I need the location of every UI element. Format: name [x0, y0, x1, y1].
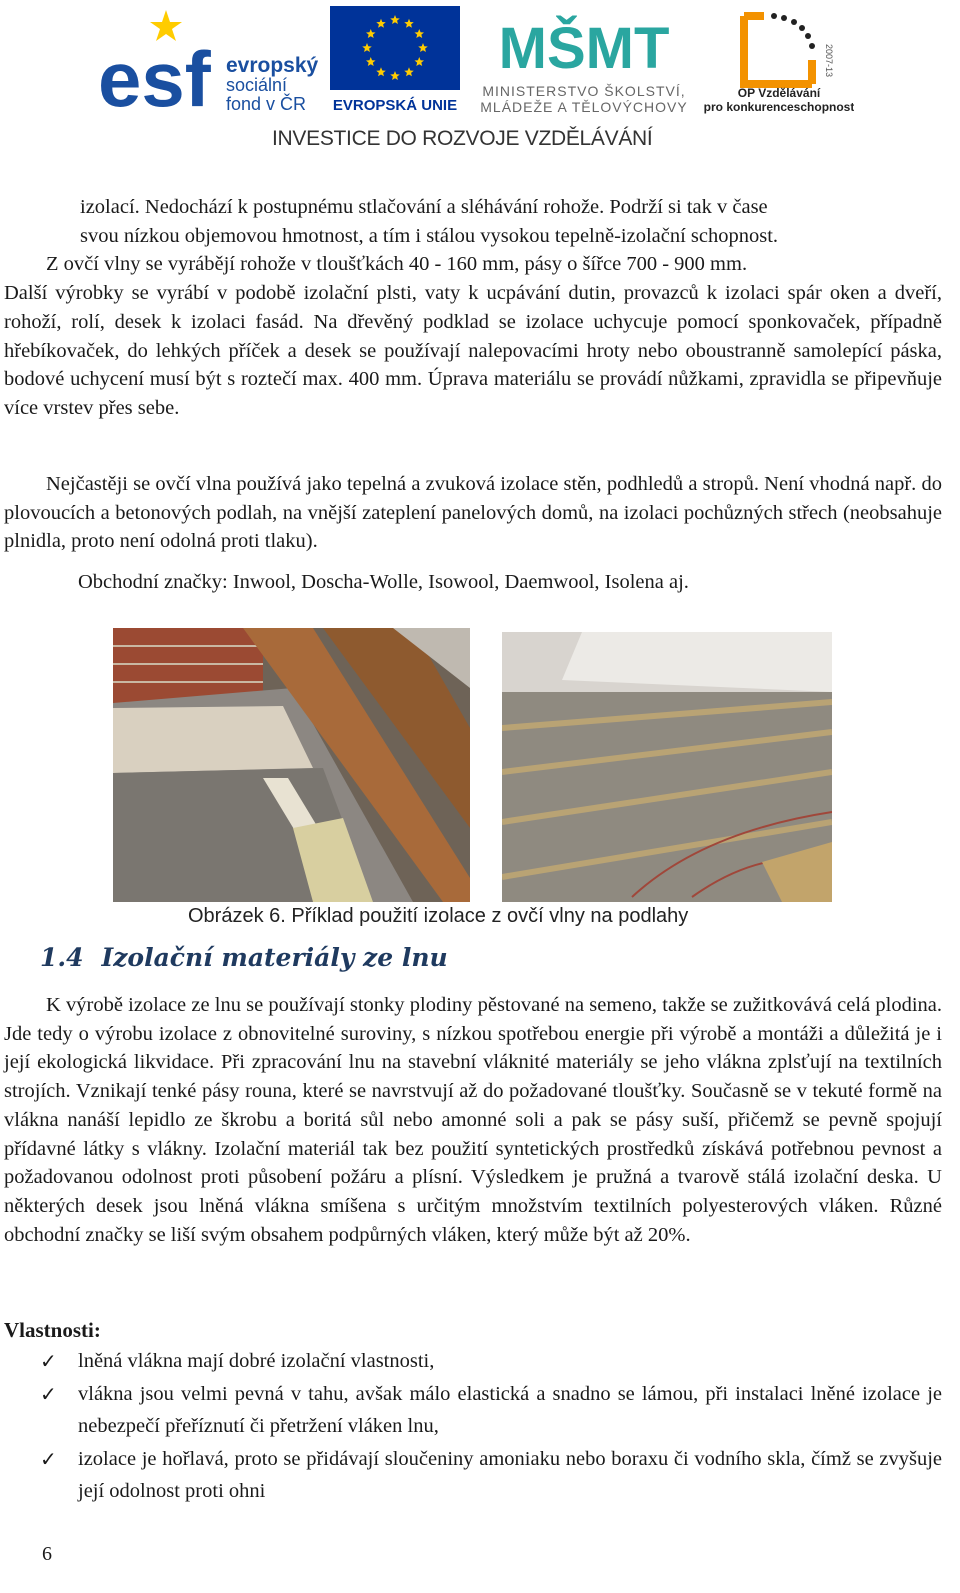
attic-insulation-photo — [113, 628, 470, 902]
section-number: 1.4 — [40, 943, 84, 972]
eu-caption: EVROPSKÁ UNIE — [332, 97, 458, 114]
op-line1: OP Vzdělávání — [737, 86, 821, 100]
esf-line3: fond v ČR — [226, 94, 307, 114]
property-text: izolace je hořlavá, proto se přidávají sloučeniny amoniaku nebo boraxu či vodního skla, čímž se zvyšuje její odolnost proti ohni — [78, 1447, 942, 1502]
msmt-logo — [470, 6, 698, 116]
esf-line2: sociální — [226, 75, 288, 95]
intro-paragraph — [4, 193, 942, 423]
check-icon: ✓ — [40, 1446, 57, 1471]
list-item — [40, 1378, 942, 1443]
floor-insulation-photo — [502, 632, 832, 902]
op-vzdelavani-logo — [704, 4, 854, 116]
esf-line1: evropský — [226, 54, 318, 77]
esf-letters: esf — [98, 35, 211, 114]
figure-caption: Obrázek 6. Příklad použití izolace z ovčí vlny na podlahy — [188, 905, 689, 927]
esf-logo — [96, 6, 318, 114]
paragraph-flax: K výrobě izolace ze lnu se používají stonky plodiny pěstované na semeno, takže se zužitkovává celá plodina. Jde tedy o výrobu izolace z obnovitelné suroviny, s nízkou spotřebou energie při výrobě a montáži a důležitá je i její ekologická likvidace. Při zpracování lnu na stavební vláknité materiály se jeho vlákna zplsťují na textilních strojích. Vznikají tenké pásy rouna, které se navrstvují až do požadované tloušťky. Současně se v tekuté formě na vlákna nanáší lepidlo ze škrobu a boritá sůl nebo amonné soli a pak se pásy suší, přičemž se pevně spojují přídavné látky s vlákny. Izolační materiál tak bez použití syntetických prostředků získává potřebnou pevnost a požadovanou odolnost proti působení požáru a plísní. Výsledkem je pružná a tvarově stálá izolační deska. U některých desek jsou lněná vlákna smíšena s určitým množstvím textilních polyesterových vláken. Různé obchodní značky se liší svým obsahem podpůrných vláken, který může být až 20%. — [4, 994, 942, 1246]
paragraph-usage: Nejčastěji se ovčí vlna používá jako tepelná a zvuková izolace stěn, podhledů a stropů. Není vhodná např. do plovoucích a betonových podlah, na vnější zateplení panelových domů, na izolaci pochůzných střech (neobsahuje plnidla, proto není odolná proti tlaku). — [4, 473, 942, 553]
list-item — [40, 1443, 942, 1508]
intro-line-2: svou nízkou objemovou hmotnost, a tím i stálou vysokou tepelně-izolační schopnost. — [80, 224, 779, 247]
op-years: 2007-13 — [824, 44, 834, 78]
msmt-line2: MLÁDEŽE A TĚLOVÝCHOVY — [480, 99, 688, 115]
section-heading — [40, 943, 448, 972]
header-tagline: INVESTICE DO ROZVOJE VZDĚLÁVÁNÍ — [272, 127, 653, 150]
check-icon: ✓ — [40, 1349, 57, 1373]
properties-list — [40, 1345, 942, 1508]
check-icon: ✓ — [40, 1381, 57, 1406]
page-number: 6 — [42, 1543, 52, 1565]
header-logos — [0, 0, 960, 170]
paragraph-usage-block — [4, 470, 942, 556]
eu-flag-logo — [330, 6, 460, 114]
msmt-mark: MŠMT — [498, 16, 670, 81]
op-line2: pro konkurenceschopnost — [704, 100, 854, 114]
intro-line-3: Z ovčí vlny se vyrábějí rohože v tloušťkách 40 - 160 mm, pásy o šířce 700 - 900 mm. — [46, 253, 748, 276]
paragraph-flax-block — [4, 991, 942, 1249]
paragraph-products: Další výrobky se vyrábí v podobě izolační plsti, vaty k ucpávání dutin, provazců k izolaci spár oken a dveří, rohoží, rolí, desek k izolaci fasád. Na dřevěný podklad se izolace uchycuje pomocí sponkovaček, případně hřebíkovaček, do lehkých příček a desek se používají nalepovacími hroty nebo oboustranně samolepící páska, bodové uchycení musí být s roztečí max. 400 mm. Úprava materiálu se provádí nůžkami, zpravidla se připevňuje více vrstev přes sebe. — [4, 282, 942, 419]
property-text: lněná vlákna mají dobré izolační vlastnosti, — [78, 1350, 435, 1372]
msmt-line1: MINISTERSTVO ŠKOLSTVÍ, — [482, 83, 686, 99]
properties-heading: Vlastnosti: — [4, 1318, 101, 1342]
section-title: Izolační materiály ze lnu — [101, 943, 448, 972]
intro-line-1: izolací. Nedochází k postupnému stlačování a sléhávání rohože. Podrží si tak v čase — [80, 196, 768, 218]
property-text: vlákna jsou velmi pevná v tahu, avšak málo elastická a snadno se lámou, při instalaci lněné izolace je nebezpečí přeříznutí či přetržení vláken lnu, — [78, 1382, 942, 1437]
list-item — [40, 1345, 942, 1378]
brands-line: Obchodní značky: Inwool, Doscha-Wolle, Isowool, Daemwool, Isolena aj. — [78, 571, 689, 593]
